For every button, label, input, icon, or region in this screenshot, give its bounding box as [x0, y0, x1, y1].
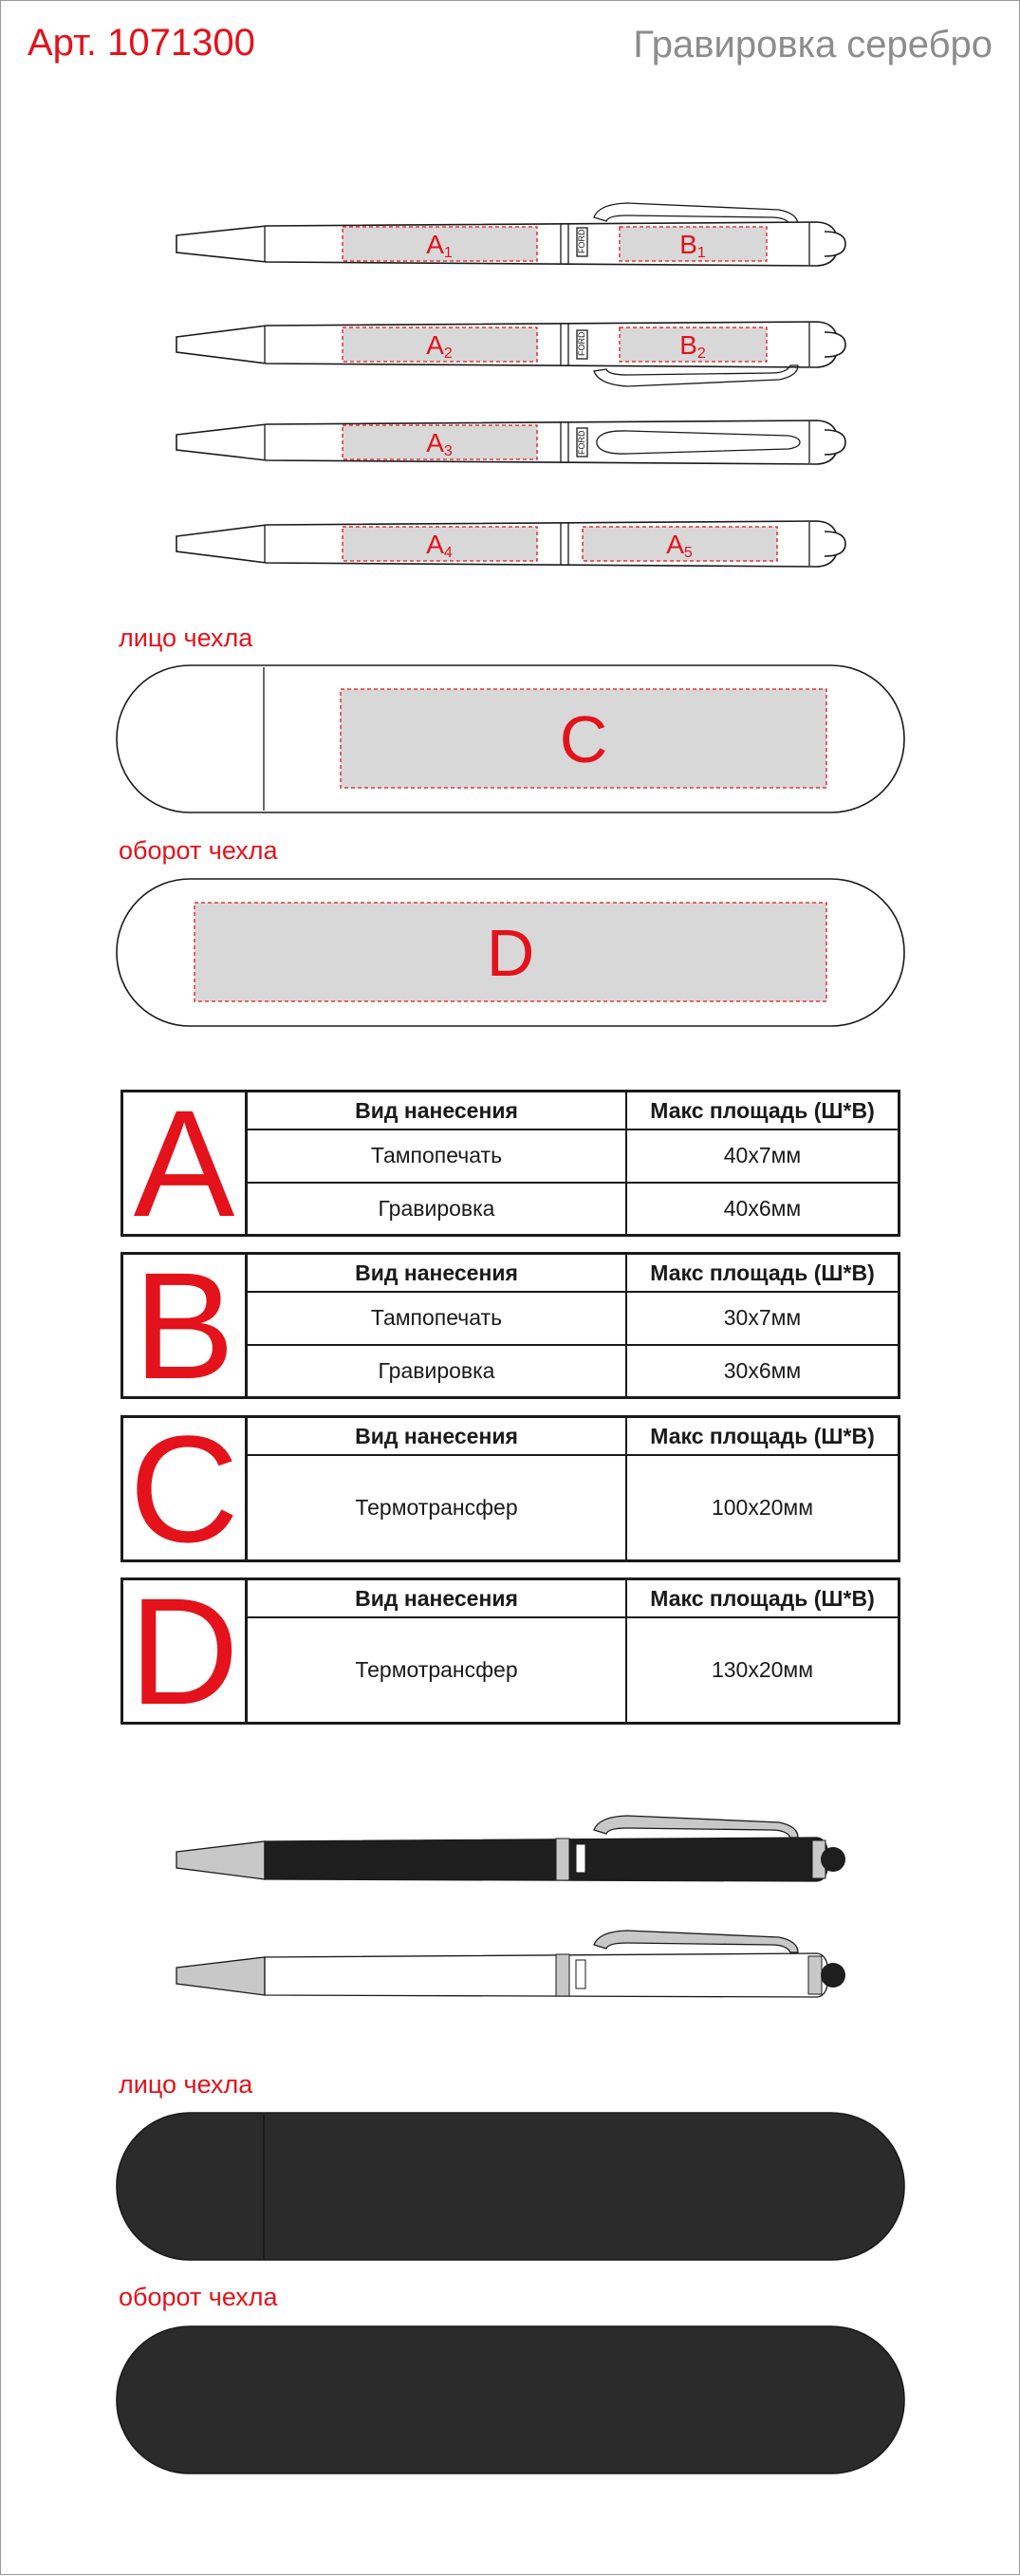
pen-black	[176, 1816, 845, 1881]
table-header-row	[248, 1255, 898, 1291]
table-row	[248, 1616, 898, 1722]
pen-view-4	[176, 521, 845, 567]
case-front-dark	[117, 2113, 904, 2260]
caption-case-front-dark: лицо чехла	[119, 2070, 253, 2099]
cell-method: Гравировка	[248, 1184, 627, 1235]
table-header-row	[248, 1418, 898, 1454]
cell-area: 30x6мм	[723, 1357, 802, 1383]
table-row	[248, 1182, 898, 1235]
cell-method: Тампопечать	[248, 1130, 627, 1182]
table-letter: B	[123, 1255, 248, 1396]
header-method: Вид нанесения	[248, 1255, 627, 1291]
header-method: Вид нанесения	[248, 1092, 627, 1129]
zone-a1-label: A1	[426, 230, 453, 261]
cell-method: Термотрансфер	[248, 1456, 627, 1559]
pen-imprint: FORD	[577, 430, 586, 455]
header-area: Макс площадь (Ш*В)	[650, 1585, 875, 1611]
header-method: Вид нанесения	[248, 1418, 627, 1454]
header-method: Вид нанесения	[248, 1580, 627, 1616]
header-area: Макс площадь (Ш*В)	[650, 1423, 875, 1448]
cell-area: 130x20мм	[711, 1657, 814, 1682]
zone-a3-label: A3	[426, 428, 453, 459]
zone-a2-label: A2	[426, 330, 453, 362]
article-number: Арт. 1071300	[28, 22, 255, 64]
table-zone-d	[121, 1565, 900, 1736]
zone-b2-label: B2	[679, 330, 706, 362]
zone-a5-label: A5	[666, 530, 693, 561]
zone-c-label: C	[559, 702, 608, 776]
pen-view-2	[176, 322, 845, 386]
caption-case-back: оборот чехла	[119, 836, 278, 865]
cell-area: 40x6мм	[723, 1195, 802, 1221]
cell-method: Термотрансфер	[248, 1618, 627, 1722]
table-header-row	[248, 1092, 898, 1129]
cell-area: 30x7мм	[723, 1305, 802, 1331]
pen-white	[176, 1931, 845, 1997]
caption-case-front: лицо чехла	[119, 624, 253, 652]
table-zone-a	[121, 1077, 900, 1248]
method-title: Гравировка серебро	[633, 24, 992, 65]
pen-view-3	[176, 420, 845, 464]
pen-imprint: FORD	[577, 229, 586, 253]
table-letter: C	[123, 1418, 248, 1559]
table-row	[248, 1129, 898, 1182]
zone-b1-label: B1	[679, 230, 706, 261]
zone-d-label: D	[486, 916, 535, 990]
case-front-outline	[117, 665, 904, 812]
table-letter: A	[123, 1092, 248, 1234]
cell-area: 40x7мм	[723, 1143, 802, 1168]
case-back-dark	[117, 2326, 904, 2473]
cell-area: 100x20мм	[711, 1495, 814, 1520]
zone-a4-label: A4	[426, 530, 453, 561]
table-row	[248, 1454, 898, 1559]
cell-method: Тампопечать	[248, 1293, 627, 1344]
caption-case-back-dark: оборот чехла	[119, 2283, 278, 2311]
table-zone-b	[121, 1240, 900, 1410]
cell-method: Гравировка	[248, 1346, 627, 1397]
header-area: Макс площадь (Ш*В)	[650, 1097, 875, 1123]
case-back-outline	[117, 879, 904, 1026]
table-row	[248, 1344, 898, 1397]
table-letter: D	[123, 1580, 248, 1722]
table-zone-c	[121, 1403, 900, 1574]
table-row	[248, 1291, 898, 1344]
table-header-row	[248, 1580, 898, 1616]
header-area: Макс площадь (Ш*В)	[650, 1260, 875, 1285]
pen-imprint: FORD	[577, 331, 586, 356]
pen-view-1	[176, 203, 845, 266]
